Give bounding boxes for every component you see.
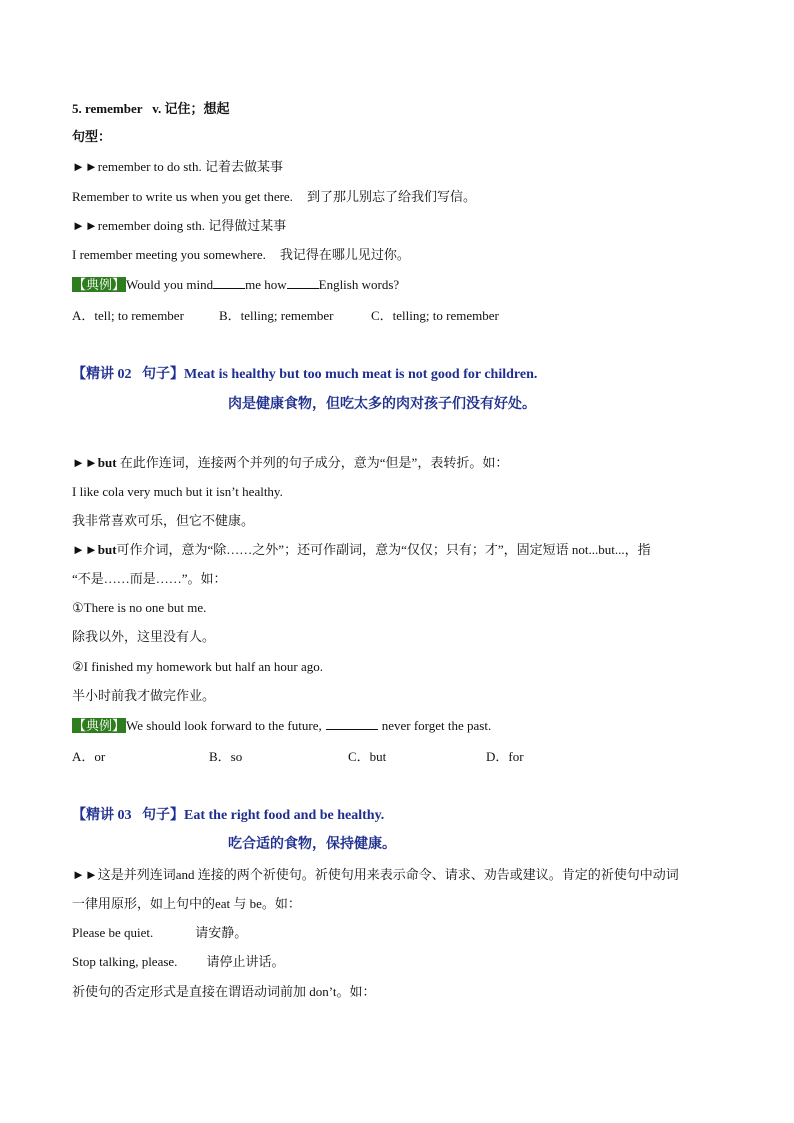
keyword: but (97, 542, 117, 557)
lecture-label: 【精讲 03 句子】 (72, 808, 184, 823)
note-2 (72, 541, 651, 559)
example-chinese: 到了那儿别忘了给我们写信。 (306, 189, 476, 204)
example-chinese: 请停止讲话。 (206, 954, 285, 969)
lecture-label: 【精讲 02 句子】 (72, 367, 184, 382)
arrow-marker: ►► (72, 542, 98, 557)
example-chinese: 请安静。 (195, 925, 248, 940)
example-3-chinese: 半小时前我才做完作业。 (72, 688, 216, 703)
key-sentence: Meat is healthy but too much meat is not good for children. (184, 367, 538, 382)
example-tag: 【典例】 (73, 718, 126, 733)
answer-blank (213, 276, 245, 289)
example-question (72, 276, 399, 294)
note-1-continued: 一律用原形，如上句中的eat 与 be。如： (72, 896, 301, 911)
example-english: Stop talking, please. (72, 954, 178, 969)
key-sentence-translation: 肉是健康食物，但吃太多的肉对孩子们没有好处。 (228, 397, 536, 412)
answer-blank (326, 717, 378, 730)
example-1-chinese: 我非常喜欢可乐，但它不健康。 (72, 513, 255, 528)
pattern-1: ►►remember to do sth. 记着去做某事 (72, 159, 283, 174)
note-1: ►►这是并列连词and 连接的两个祈使句。祈使句用来表示命令、请求、劝告或建议。肯定的祈使句中动词 (72, 867, 679, 882)
note-text: 可作介词，意为“除……之外”；还可作副词，意为“仅仅；只有；才”，固定短语 not...but...，指 (116, 542, 651, 557)
example-2-english: ①There is no one but me. (72, 600, 207, 615)
answer-blank (287, 276, 319, 289)
example-3-english: ②I finished my homework but half an hour ago. (72, 659, 324, 674)
example-english: Please be quiet. (72, 925, 154, 940)
example-2-chinese: 除我以外，这里没有人。 (72, 629, 216, 644)
note-2: 祈使句的否定形式是直接在谓语动词前加 don’t。如： (72, 984, 376, 999)
example-chinese: 我记得在哪儿见过你。 (279, 247, 410, 262)
question-text-part3: English words? (318, 277, 400, 292)
pattern-1-example (72, 188, 476, 206)
option-c: C．telling; to remember (371, 308, 499, 323)
key-sentence: Eat the right food and be healthy. (184, 808, 385, 823)
example-1 (72, 924, 247, 942)
keyword: but (97, 455, 117, 470)
example-tag: 【典例】 (73, 277, 126, 292)
question-text-part2: me how (245, 277, 287, 292)
lecture-03-header (72, 807, 384, 825)
arrow-marker: ►► (72, 455, 98, 470)
pattern-2: ►►remember doing sth. 记得做过某事 (72, 218, 287, 233)
section-heading: 5. remember v. 记住；想起 (72, 101, 230, 116)
note-text: 在此作连词，连接两个并列的句子成分，意为“但是”，表转折。如： (116, 455, 509, 470)
question-text-part1: Would you mind (126, 277, 214, 292)
option-d: D．for (486, 749, 524, 764)
pattern-label: 句型： (72, 129, 112, 144)
note-2-continued: “不是……而是……”。如： (72, 571, 227, 586)
lecture-02-header (72, 366, 537, 384)
option-a: A．or (72, 749, 106, 764)
example-question (72, 717, 491, 735)
question-text-part1: We should look forward to the future, (126, 718, 322, 733)
pattern-2-example (72, 246, 410, 264)
example-2 (72, 953, 284, 971)
note-1 (72, 454, 508, 472)
example-1-english: I like cola very much but it isn’t healthy. (72, 484, 283, 499)
option-c: C．but (348, 749, 387, 764)
question-text-part2: never forget the past. (381, 718, 492, 733)
option-a: A．tell; to remember (72, 308, 184, 323)
option-b: B．so (209, 749, 243, 764)
option-b: B．telling; remember (219, 308, 334, 323)
example-english: I remember meeting you somewhere. (72, 247, 266, 262)
key-sentence-translation: 吃合适的食物，保持健康。 (228, 837, 396, 852)
example-english: Remember to write us when you get there. (72, 189, 293, 204)
